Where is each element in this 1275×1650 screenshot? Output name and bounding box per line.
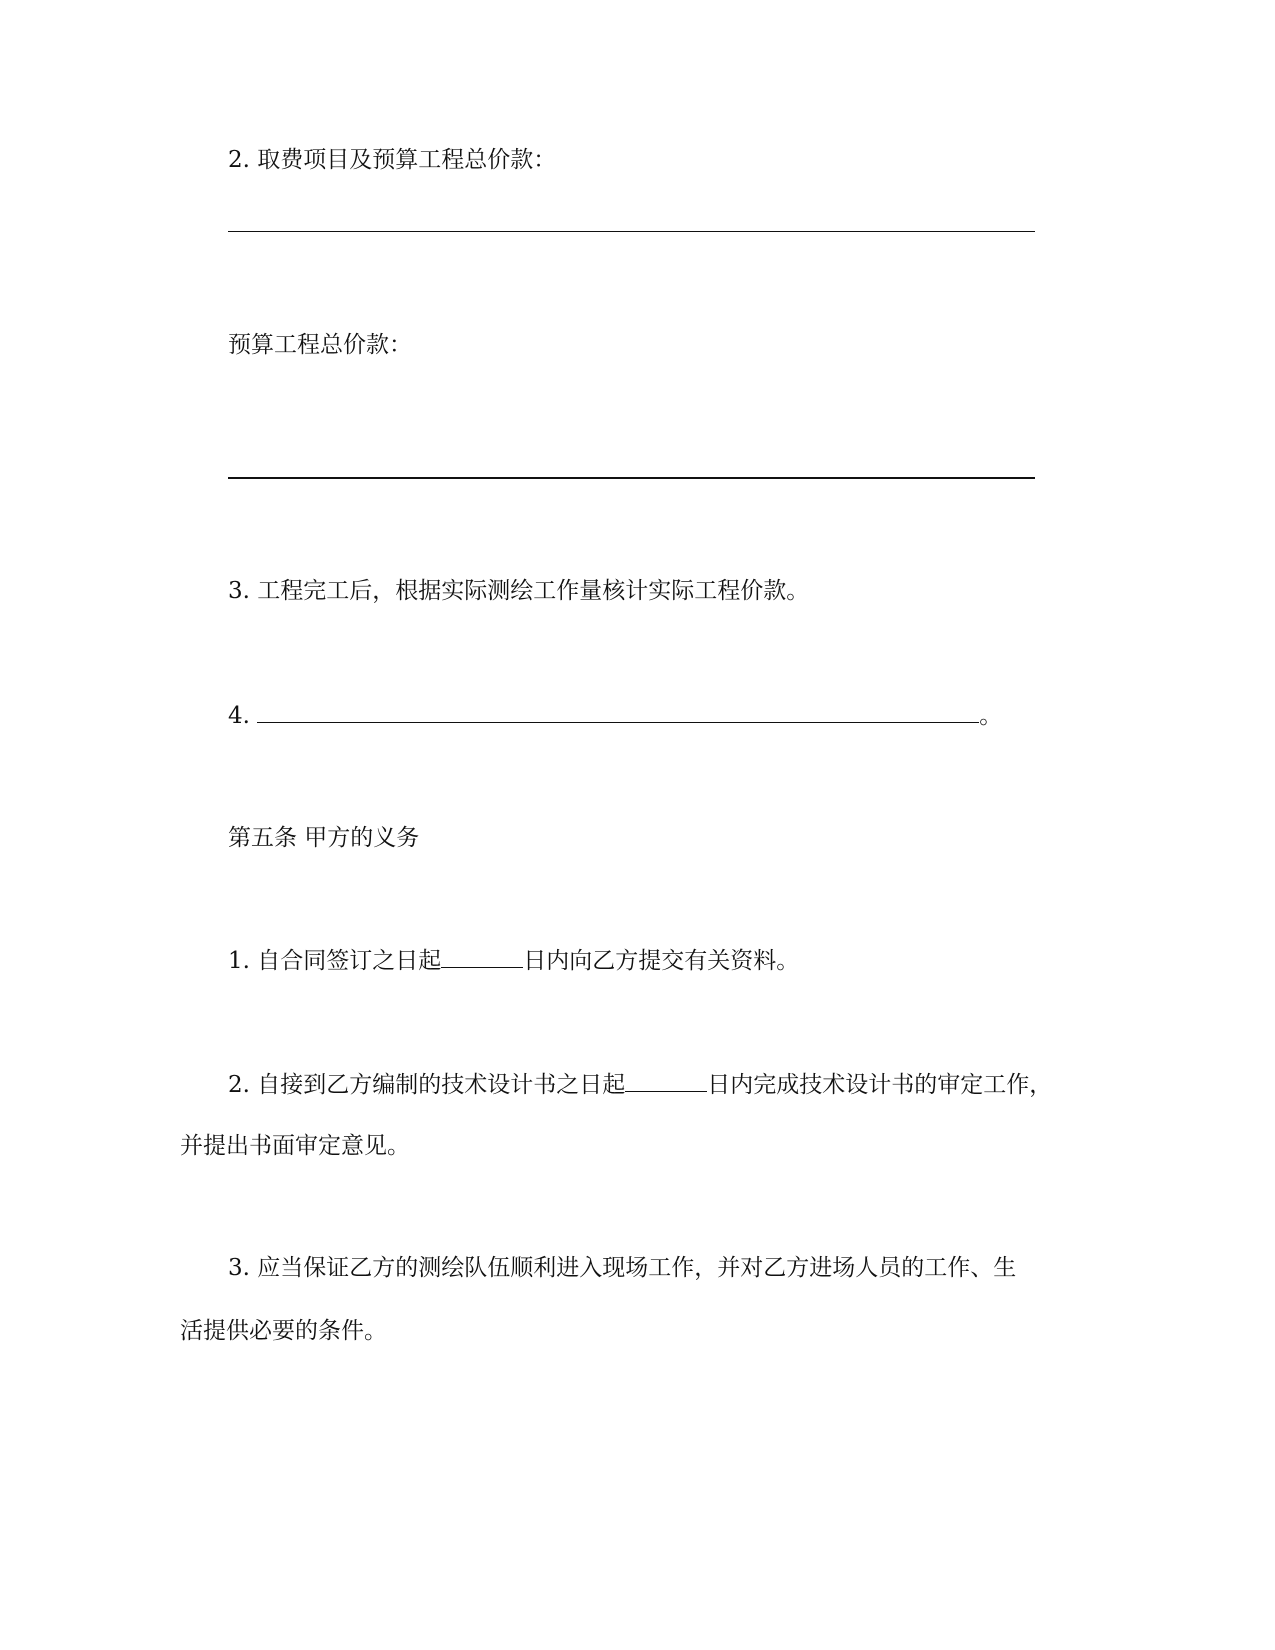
duty-2-days-blank [625,1069,707,1092]
article-5-heading: 第五条 甲方的义务 [228,825,420,851]
budget-total-label: 预算工程总价款： [228,332,412,358]
duty-2-line-1 [228,1069,1052,1100]
duty-2-suffix: 日内完成技术设计书的审定工作， [707,1072,1053,1098]
duty-2-prefix: 2. 自接到乙方编制的技术设计书之日起 [228,1072,626,1098]
duty-3-line-1: 3. 应当保证乙方的测绘队伍顺利进入现场工作，并对乙方进场人员的工作、生 [228,1255,1017,1281]
item-4-suffix: 。 [979,703,1003,729]
item-4-prefix: 4. [228,703,250,729]
duty-2-line-2: 并提出书面审定意见。 [180,1133,410,1159]
item-3-completion: 3. 工程完工后，根据实际测绘工作量核计实际工程价款。 [228,578,810,604]
item-4-line [228,700,1002,731]
duty-3-line-2: 活提供必要的条件。 [180,1318,387,1344]
duty-1-suffix: 日内向乙方提交有关资料。 [523,948,800,974]
duty-1 [228,945,799,976]
duty-1-days-blank [441,945,523,968]
item-4-blank [257,700,979,723]
item-2-fee-heading: 2. 取费项目及预算工程总价款： [228,147,557,173]
budget-total-fill-line [228,477,1035,479]
duty-1-prefix: 1. 自合同签订之日起 [228,948,442,974]
fee-items-fill-line [228,231,1035,232]
